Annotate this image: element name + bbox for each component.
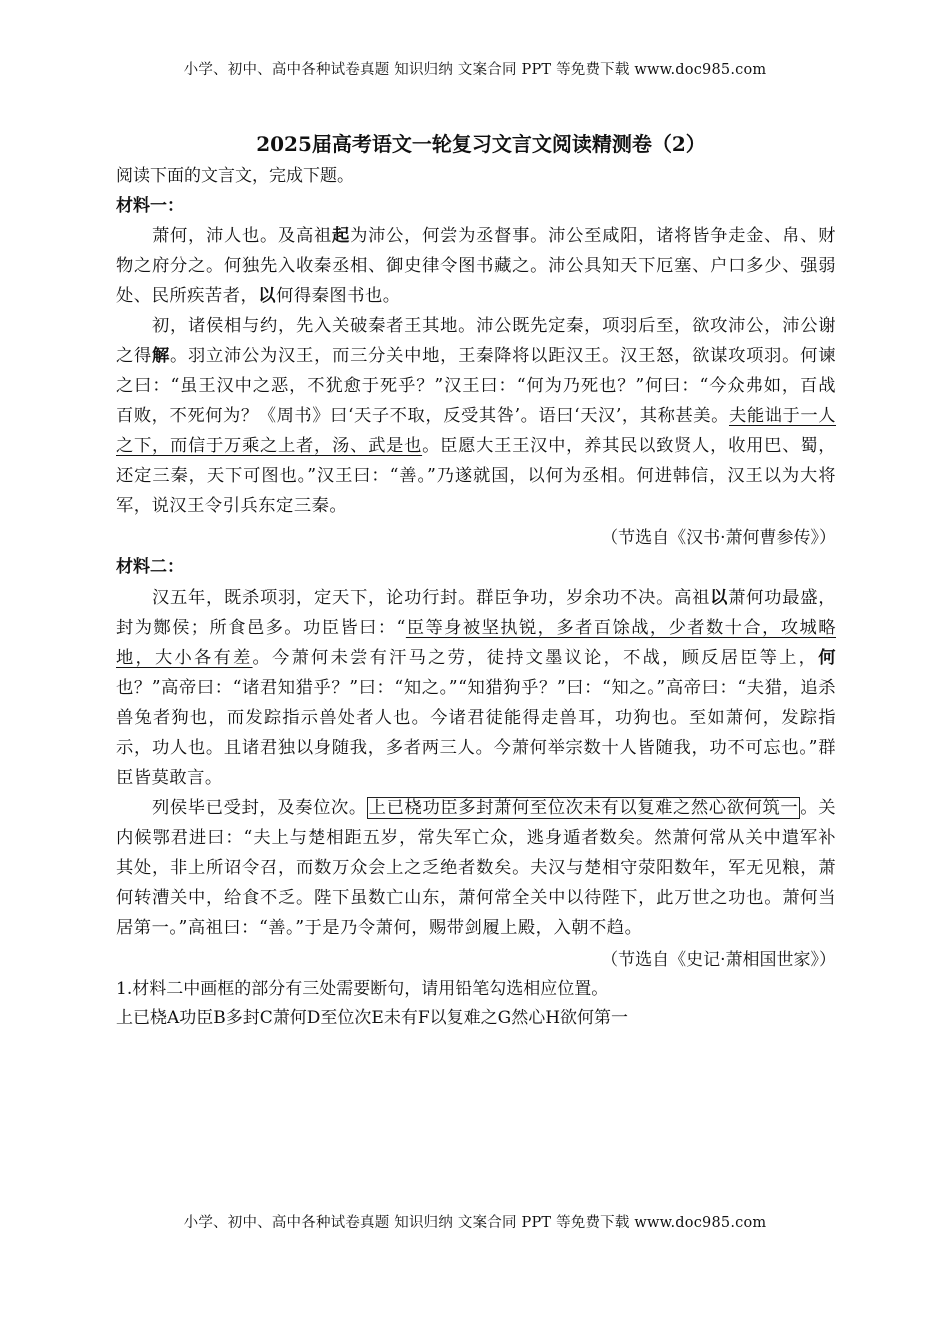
page-footer: 小学、初中、高中各种试卷真题 知识归纳 文案合同 PPT 等免费下载 www.doc985.com — [183, 1215, 767, 1231]
page-title: 2025届高考语文一轮复习文言文阅读精测卷（2） — [256, 132, 706, 156]
page-header: 小学、初中、高中各种试卷真题 知识归纳 文案合同 PPT 等免费下载 www.doc985.com — [183, 62, 767, 78]
material-2-label: 材料二： — [116, 557, 184, 577]
material-2-paragraph-2: 列侯毕已受封，及奏位次。 上已桡功臣多封萧何至位次未有以复难之然心欲何筑一 。关内候鄂君进曰：“夫上与楚相距五岁，常失军亡众，逃身遁者数矣。然萧何常从关中遣军补其处，非上所诏令召，而数万众会上之乏绝者数矣。夫汉与楚相守荥阳数年，军无见粮，萧何转漕关中，给食不乏。陛下虽数亡山东，萧何常全关中以待陛下，此万世之功也。萧何当居第一。”高祖曰：“善。”于是乃令萧何，赐带剑履上殿，入朝不趋。 — [116, 797, 836, 938]
boxed-passage: 上已桡功臣多封萧何至位次未有以复难之然心欲何筑一 — [368, 797, 799, 818]
question-1-options: 上已桡A功臣B多封C萧何D至位次E未有F以复难之G然心H欲何第一 — [116, 1007, 629, 1028]
question-1-stem: 1.材料二中画框的部分有三处需要断句，请用铅笔勾选相应位置。 — [116, 978, 609, 999]
material-2-source: （节选自《史记·萧相国世家》） — [601, 949, 836, 970]
material-2-paragraph-1: 汉五年，既杀项羽，定天下，论功行封。群臣争功，岁余功不决。高祖以萧何功最盛，封为酂侯；所食邑多。功臣皆曰：“臣等身被坚执锐，多者百馀战，少者数十合，攻城略地，大小各有差。今萧何未尝有汗马之劳，徒持文墨议论，不战，顾反居臣等上，何也？”高帝曰：“诸君知猎乎？”曰：“知之。”“知猎狗乎？”曰：“知之。”高帝曰：“夫猎，追杀兽兔者狗也，而发踪指示兽处者人也。今诸君徒能得走兽耳，功狗也。至如萧何，发踪指示，功人也。且诸君独以身随我，多者两三人。今萧何举宗数十人皆随我，功不可忘也。”群臣皆莫敢言。 — [116, 587, 836, 788]
underlined-sentence: 夫能诎于一人之下，而信于万乘之上者，汤、武是也 — [116, 406, 836, 456]
material-1-paragraph-2: 初，诸侯相与约，先入关破秦者王其地。沛公既先定秦，项羽后至，欲攻沛公，沛公谢之得解。羽立沛公为汉王，而三分关中地，王秦降将以距汉王。汉王怒，欲谋攻项羽。何谏之曰：“虽王汉中之恶，不犹愈于死乎？”汉王曰：“何为乃死也？”何曰：“今众弗如，百战百败，不死何为？《周书》曰‘天子不取，反受其咎’。语曰‘天汉’，其称甚美。夫能诎于一人之下，而信于万乘之上者，汤、武是也。臣愿大王王汉中，养其民以致贤人，收用巴、蜀，还定三秦，天下可图也。”汉王曰：“善。”乃遂就国，以何为丞相。何进韩信，汉王以为大将军，说汉王令引兵东定三秦。 — [116, 316, 836, 516]
material-1-label: 材料一： — [116, 195, 184, 216]
instruction-text: 阅读下面的文言文，完成下题。 — [116, 166, 354, 186]
underlined-sentence: 臣等身被坚执锐，多者百馀战，少者数十合，攻城略地，大小各有差 — [116, 617, 836, 668]
material-1-paragraph-1: 萧何，沛人也。及高祖起为沛公，何尝为丞督事。沛公至咸阳，诸将皆争走金、帛、财物之府分之。何独先入收秦丞相、御史律令图书藏之。沛公具知天下厄塞、户口多少、强弱处、民所疾苦者，以何得秦图书也。 — [116, 226, 836, 306]
document-body — [116, 126, 836, 1033]
material-1-source: （节选自《汉书·萧何曹参传》） — [601, 528, 836, 548]
